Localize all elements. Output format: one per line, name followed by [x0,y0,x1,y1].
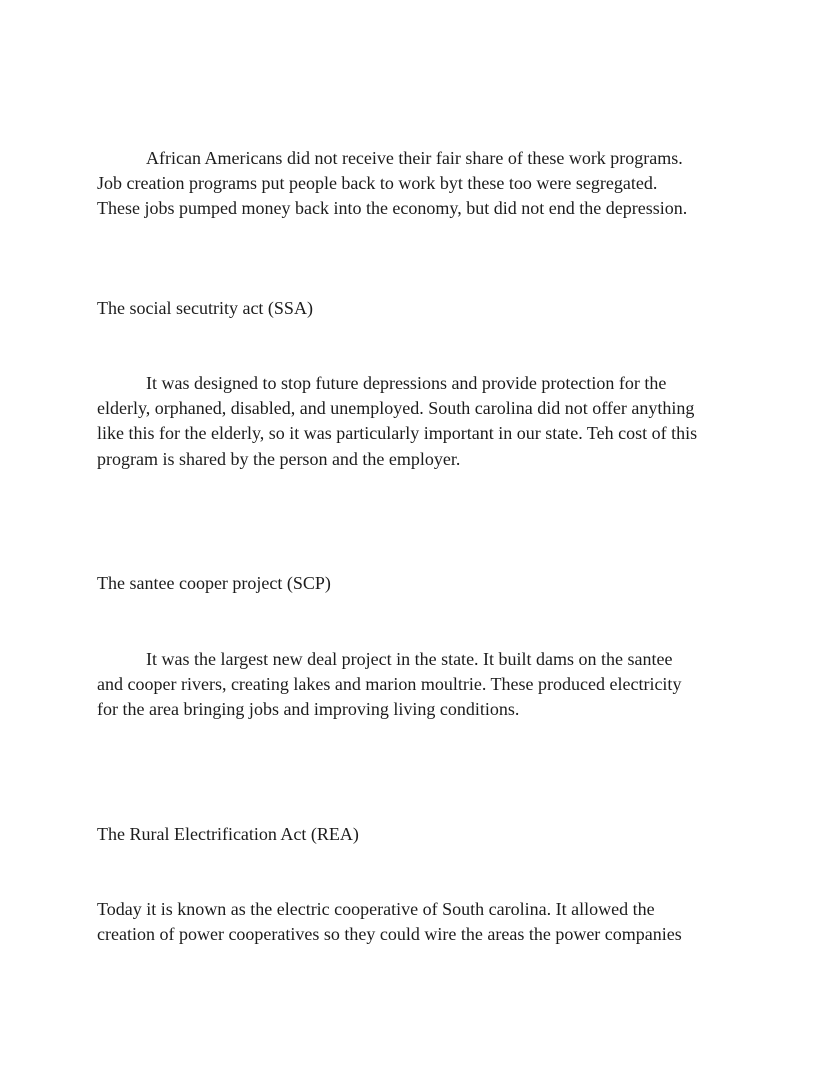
heading-text: The Rural Electrification Act (REA) [97,824,359,844]
paragraph-rea [97,897,747,947]
paragraph-line: creation of power cooperatives so they could wire the areas the power companies [97,924,682,945]
paragraph-line: It was designed to stop future depressions and provide protection for the [146,373,667,393]
heading-text: The social secutrity act (SSA) [97,298,313,318]
paragraph-ssa [97,371,747,472]
paragraph-line: elderly, orphaned, disabled, and unemployed. South carolina did not offer anything [97,398,695,419]
paragraph-line: for the area bringing jobs and improving living conditions. [97,699,520,720]
section-heading-ssa [97,296,747,321]
paragraph-line: and cooper rivers, creating lakes and marion moultrie. These produced electricity [97,674,682,695]
paragraph-line: program is shared by the person and the employer. [97,448,461,469]
heading-text: The santee cooper project (SCP) [97,573,331,593]
paragraph-scp [97,647,747,723]
paragraph-line: These jobs pumped money back into the economy, but did not end the depression. [97,198,688,219]
paragraph-line: like this for the elderly, so it was particularly important in our state. Teh cost of this [97,423,698,444]
paragraph-work-programs [97,146,747,222]
paragraph-line: It was the largest new deal project in the state. It built dams on the santee [146,649,673,669]
paragraph-line: Today it is known as the electric cooperative of South carolina. It allowed the [97,899,655,919]
paragraph-line: African Americans did not receive their fair share of these work programs. [146,148,683,168]
paragraph-line: Job creation programs put people back to work byt these too were segregated. [97,173,658,194]
section-heading-scp [97,571,747,596]
section-heading-rea [97,822,747,847]
